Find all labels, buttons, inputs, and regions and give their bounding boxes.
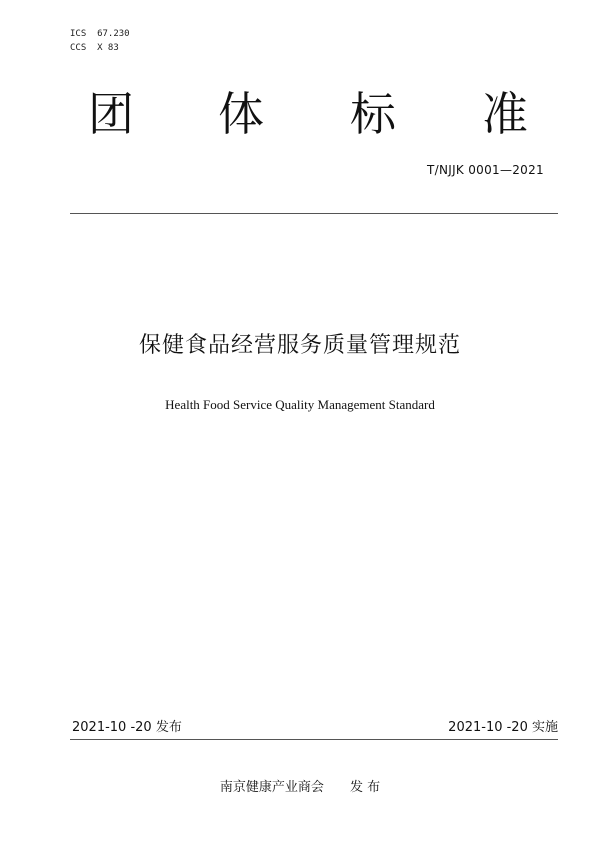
standard-number: T/NJJK 0001—2021	[427, 163, 544, 177]
publisher-name: 南京健康产业商会	[219, 780, 324, 795]
publisher-action: 发 布	[349, 780, 381, 795]
classification-codes	[70, 27, 130, 55]
implementation-date: 2021-10 -20 实施	[448, 720, 558, 735]
standard-title-chinese: 保健食品经营服务质量管理规范	[138, 333, 461, 358]
standard-title-english: Health Food Service Quality Management Standard	[165, 397, 435, 412]
title-char-4: 准	[482, 87, 528, 141]
top-divider	[70, 213, 558, 214]
title-char-2: 体	[218, 87, 264, 141]
bottom-divider	[70, 739, 558, 740]
title-char-3: 标	[350, 87, 396, 141]
ics-code: ICS 67.230	[70, 29, 130, 39]
publisher-line	[0, 776, 600, 795]
issue-date: 2021-10 -20 发布	[72, 720, 182, 735]
ccs-code: CCS X 83	[70, 43, 119, 53]
document-type-title	[88, 84, 548, 154]
title-char-1: 团	[88, 87, 134, 141]
